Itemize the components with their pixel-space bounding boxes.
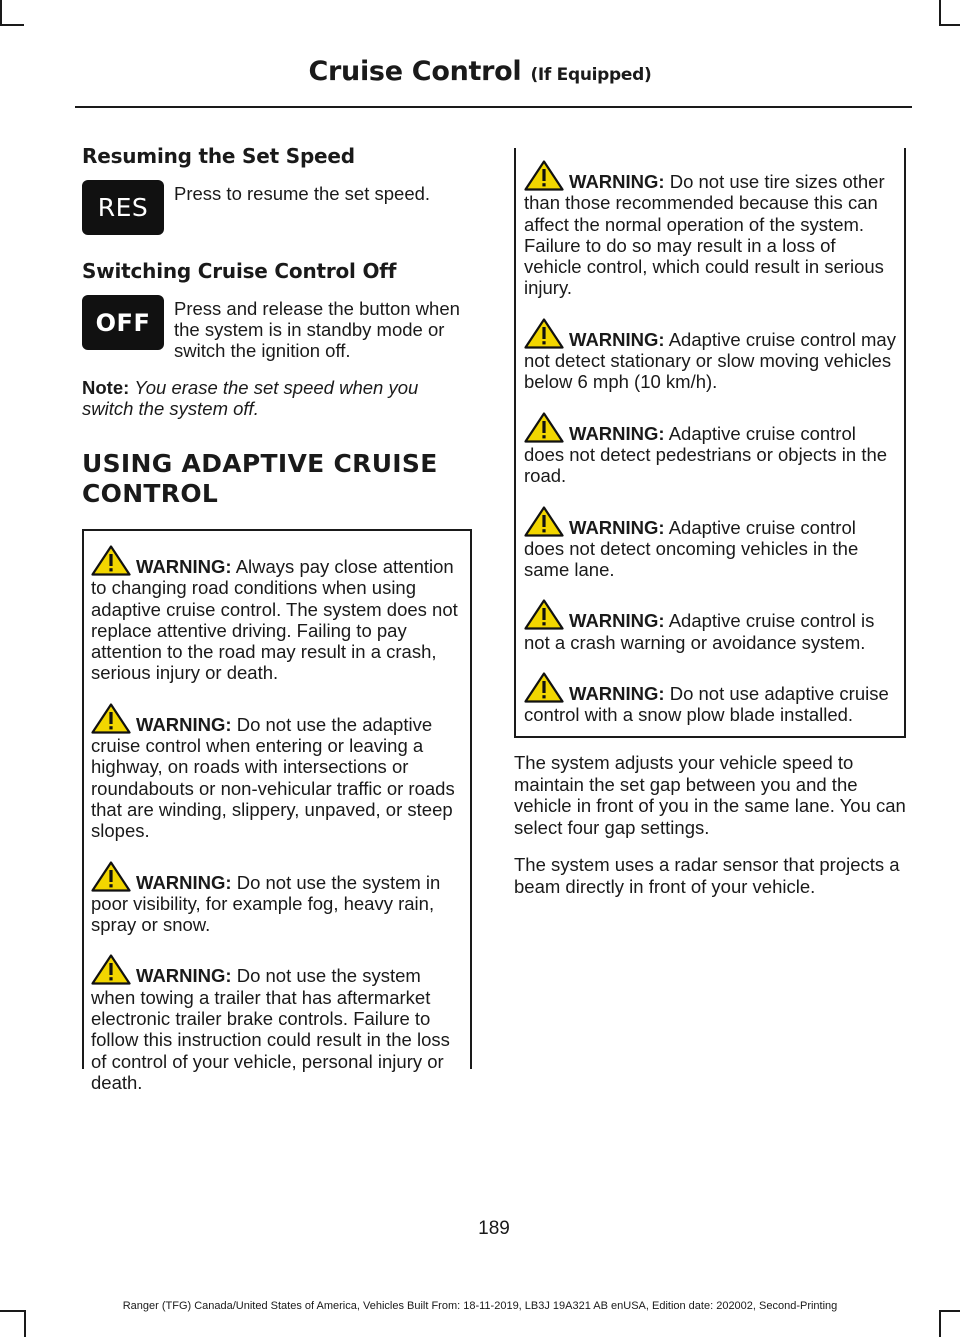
warning-label: WARNING: bbox=[569, 171, 665, 192]
crop-mark bbox=[939, 0, 941, 24]
left-column bbox=[82, 140, 472, 1093]
warning-item bbox=[91, 861, 462, 936]
res-button-icon: RES bbox=[82, 180, 164, 235]
warning-label: WARNING: bbox=[136, 965, 232, 987]
warning-text: Do not use tire sizes other than those recommended because this can affect the normal operation of the system. Failure to do so may result in a loss of vehicle control, which could result in serious injury. bbox=[524, 171, 885, 299]
warning-item bbox=[91, 545, 462, 684]
warning-text: Adaptive cruise control does not detect pedestrians or objects in the road. bbox=[524, 422, 888, 487]
resume-description: Press to resume the set speed. bbox=[174, 183, 431, 204]
warning-text: Adaptive cruise control is not a crash warning or avoidance system. bbox=[524, 610, 875, 653]
warning-triangle-icon bbox=[524, 506, 564, 537]
warning-label: WARNING: bbox=[569, 683, 665, 705]
resume-heading: Resuming the Set Speed bbox=[82, 144, 355, 168]
warning-label: WARNING: bbox=[569, 610, 665, 632]
warning-label: WARNING: bbox=[136, 713, 232, 735]
warning-item bbox=[91, 703, 462, 842]
warning-text: Do not use the adaptive cruise control when entering or leaving a highway, on roads with intersections or roundabouts or non-vehicular traffic or roads that are winding, slippery, unpaved, or steep slopes. bbox=[91, 713, 455, 842]
warning-box-right bbox=[514, 148, 906, 738]
warning-triangle-icon bbox=[524, 412, 564, 443]
warning-triangle-icon bbox=[91, 861, 131, 892]
section-heading bbox=[82, 449, 472, 509]
warning-text: Do not use adaptive cruise control with a snow plow blade installed. bbox=[524, 683, 889, 726]
warning-label: WARNING: bbox=[136, 871, 232, 893]
warning-label: WARNING: bbox=[569, 422, 665, 444]
page-header bbox=[0, 56, 960, 87]
section-heading-line2: CONTROL bbox=[82, 479, 219, 508]
right-column bbox=[514, 138, 906, 897]
warning-triangle-icon bbox=[524, 160, 564, 191]
warning-item bbox=[524, 160, 898, 299]
warning-text: Do not use the system when towing a trailer that has aftermarket electronic trailer brake controls. Failure to follow this instruction could result in the loss of control of your vehicle, personal injury or death. bbox=[91, 965, 450, 1093]
warning-triangle-icon bbox=[524, 599, 564, 630]
header-subtitle: (If Equipped) bbox=[530, 65, 652, 85]
crop-mark bbox=[939, 1310, 941, 1337]
warning-label: WARNING: bbox=[136, 556, 232, 577]
warning-item bbox=[524, 506, 898, 581]
warning-item bbox=[91, 954, 462, 1093]
warning-item bbox=[524, 672, 898, 726]
note bbox=[82, 377, 472, 419]
warning-text: Always pay close attention to changing road conditions when using adaptive cruise control. The system does not replace attentive driving. Failing to pay attention to the road may result in a crash, serious injury or death. bbox=[91, 556, 458, 684]
warning-text: Do not use the system in poor visibility, for example fog, heavy rain, spray or snow. bbox=[91, 871, 441, 936]
crop-mark bbox=[939, 24, 960, 26]
warning-triangle-icon bbox=[524, 672, 564, 703]
note-label: Note: bbox=[82, 377, 130, 398]
warning-text: Adaptive cruise control may not detect stationary or slow moving vehicles below 6 mph (10 km/h). bbox=[524, 328, 896, 393]
warning-text: Adaptive cruise control does not detect oncoming vehicles in the same lane. bbox=[524, 516, 859, 581]
warning-item bbox=[524, 318, 898, 393]
note-text: You erase the set speed when you switch the system off. bbox=[82, 377, 419, 419]
section-heading-line1: USING ADAPTIVE CRUISE bbox=[82, 449, 438, 478]
body-paragraph: The system adjusts your vehicle speed to maintain the set gap between you and the vehicle in front of you in the same lane. You can select four gap settings. bbox=[514, 752, 906, 838]
off-button-icon: OFF bbox=[82, 295, 164, 350]
warning-item bbox=[524, 412, 898, 487]
warning-triangle-icon bbox=[91, 703, 131, 734]
warning-box-left bbox=[82, 529, 472, 1093]
crop-mark bbox=[0, 24, 24, 26]
resume-row bbox=[82, 180, 472, 235]
warning-item bbox=[524, 599, 898, 653]
warning-triangle-icon bbox=[91, 954, 131, 985]
off-heading: Switching Cruise Control Off bbox=[82, 259, 397, 283]
header-divider bbox=[75, 106, 912, 108]
warning-label: WARNING: bbox=[569, 328, 665, 350]
body-paragraph: The system uses a radar sensor that projects a beam directly in front of your vehicle. bbox=[514, 854, 900, 897]
crop-mark bbox=[24, 1310, 26, 1337]
off-row bbox=[82, 295, 472, 361]
header-title: Cruise Control bbox=[308, 56, 522, 87]
warning-triangle-icon bbox=[524, 318, 564, 349]
off-description: Press and release the button when the system is in standby mode or switch the ignition off. bbox=[174, 298, 460, 361]
page-number: 189 bbox=[478, 1218, 510, 1239]
warning-triangle-icon bbox=[91, 545, 131, 576]
page-footer: Ranger (TFG) Canada/United States of America, Vehicles Built From: 18-11-2019, LB3J 19A321 AB enUSA, Edition date: 202002, Second-Printing bbox=[122, 1300, 838, 1312]
crop-mark bbox=[0, 0, 2, 24]
warning-label: WARNING: bbox=[569, 516, 665, 538]
